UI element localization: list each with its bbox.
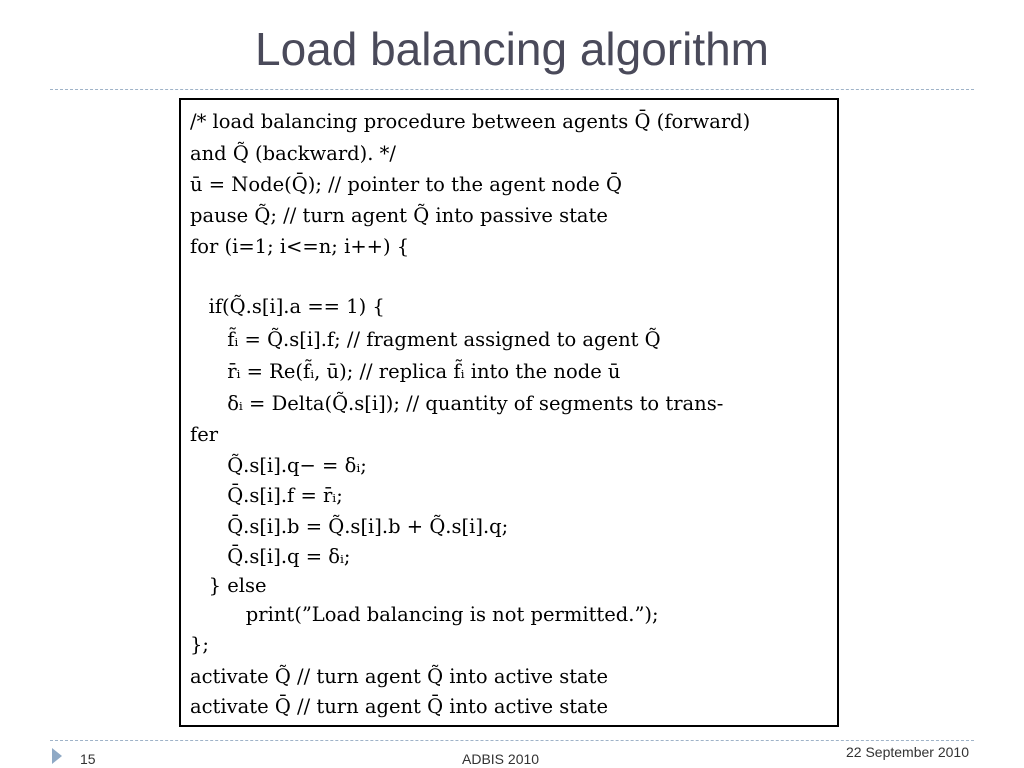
algorithm-line: Q̃.s[i].q− = δᵢ; <box>190 454 367 477</box>
algorithm-line: activate Q̃ // turn agent Q̃ into active state <box>190 665 609 688</box>
algorithm-box <box>179 98 839 727</box>
slide-title: Load balancing algorithm <box>254 23 770 75</box>
algorithm-line: activate Q̄ // turn agent Q̄ into active state <box>190 695 609 718</box>
algorithm-line: f̃ᵢ = Q̃.s[i].f; // fragment assigned to agent Q̃ <box>190 328 661 351</box>
algorithm-line: if(Q̃.s[i].a == 1) { <box>190 295 385 318</box>
algorithm-line: pause Q̃; // turn agent Q̃ into passive state <box>190 204 608 227</box>
algorithm-line: Q̄.s[i].f = r̄ᵢ; <box>190 484 343 507</box>
algorithm-line: for (i=1; i<=n; i++) { <box>190 235 410 258</box>
algorithm-line: }; <box>190 633 209 656</box>
algorithm-line: δᵢ = Delta(Q̃.s[i]); // quantity of segments to trans- <box>190 392 724 415</box>
algorithm-line: ū = Node(Q̄); // pointer to the agent node Q̄ <box>190 173 622 196</box>
algorithm-line: Q̄.s[i].b = Q̃.s[i].b + Q̃.s[i].q; <box>190 515 509 538</box>
algorithm-line: } else <box>190 574 267 597</box>
footer-conference: ADBIS 2010 <box>462 751 540 767</box>
top-divider <box>50 89 974 90</box>
footer-date: 22 September 2010 <box>846 744 969 760</box>
bottom-divider <box>50 740 974 741</box>
algorithm-line: and Q̃ (backward). */ <box>190 142 396 165</box>
algorithm-line: Q̄.s[i].q = δᵢ; <box>190 545 351 568</box>
algorithm-line: /* load balancing procedure between agents Q̄ (forward) <box>190 110 751 133</box>
algorithm-line: fer <box>190 423 219 446</box>
algorithm-line: r̄ᵢ = Re(f̃ᵢ, ū); // replica f̃ᵢ into the node ū <box>190 360 621 383</box>
algorithm-line: print(”Load balancing is not permitted.”); <box>190 603 659 626</box>
triangle-bullet-icon <box>52 748 62 764</box>
page-number: 15 <box>80 751 96 767</box>
